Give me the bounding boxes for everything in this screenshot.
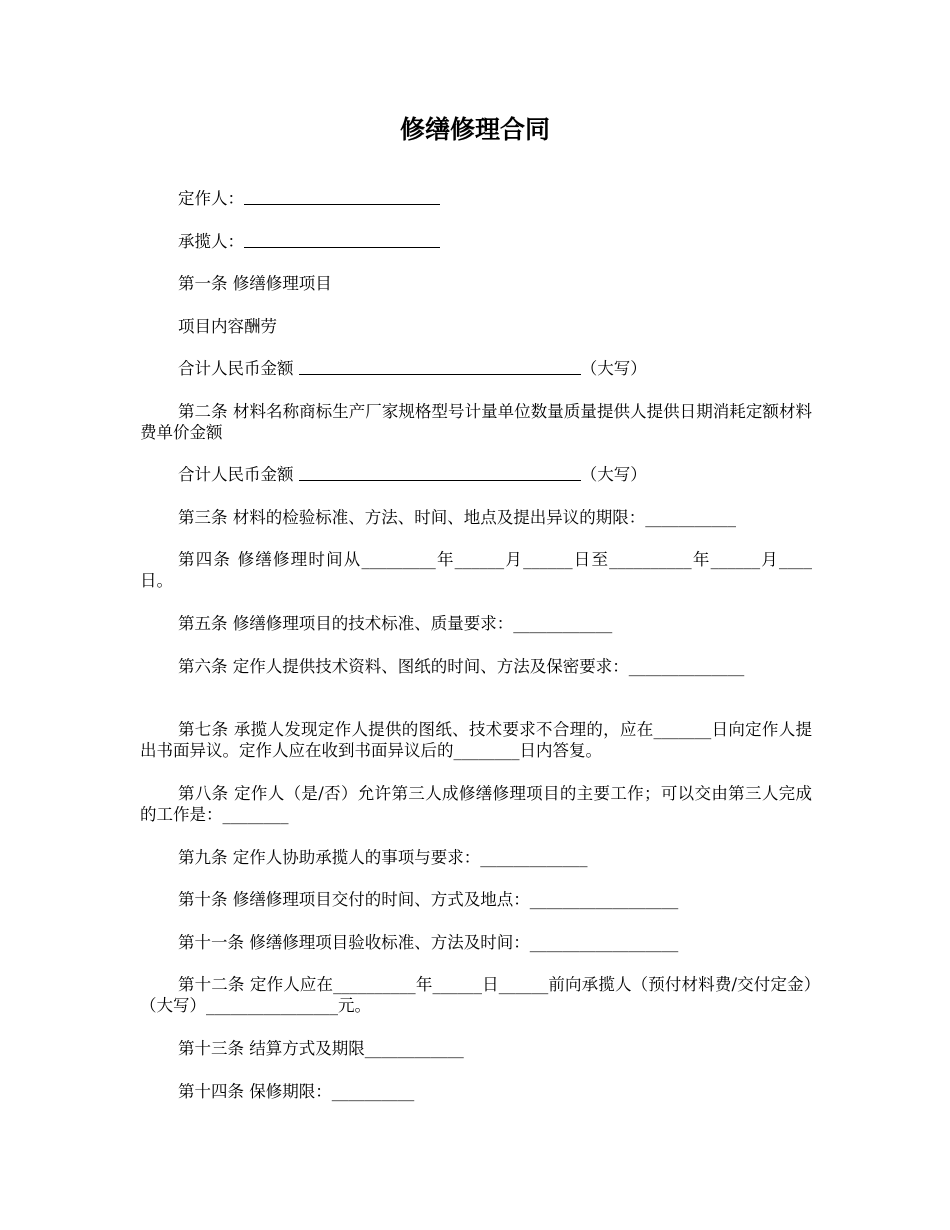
total-amount-label: 合计人民币金额 (178, 359, 294, 378)
party-a-label: 定作人： (178, 189, 244, 208)
party-a-blank[interactable] (244, 189, 440, 205)
article-2: 第二条 材料名称商标生产厂家规格型号计量单位数量质量提供人提供日期消耗定额材料费单价金额 (140, 402, 812, 442)
party-b-row (140, 231, 812, 252)
page-title: 修缮修理合同 (399, 115, 550, 144)
article-6: 第六条 定作人提供技术资料、图纸的时间、方法及保密要求：______________ (178, 657, 745, 676)
article-1-subheading: 项目内容酬劳 (178, 317, 277, 336)
article-13: 第十三条 结算方式及期限____________ (178, 1039, 464, 1058)
party-b-blank[interactable] (244, 232, 440, 248)
article-8: 第八条 定作人（是/否）允许第三人成修缮修理项目的主要工作；可以交由第三人完成的工作是：________ (140, 784, 812, 824)
article-7: 第七条 承揽人发现定作人提供的图纸、技术要求不合理的，应在_______日向定作人提出书面异议。定作人应在收到书面异议后的________日内答复。 (140, 720, 812, 760)
article-9: 第九条 定作人协助承揽人的事项与要求：_____________ (178, 848, 588, 867)
article-4: 第四条 修缮修理时间从_________年______月______日至__________年______月____日。 (140, 550, 812, 590)
total-amount-row-1 (140, 358, 812, 379)
article-12: 第十二条 定作人应在__________年______日______前向承揽人（预付材料费/交付定金）（大写）________________元。 (140, 975, 812, 1015)
article-10: 第十条 修缮修理项目交付的时间、方式及地点：__________________ (178, 890, 679, 909)
total-amount-row-2 (140, 464, 812, 485)
article-3: 第三条 材料的检验标准、方法、时间、地点及提出异议的期限：___________ (178, 508, 736, 527)
total-amount-suffix: （大写） (580, 359, 647, 378)
party-b-label: 承揽人： (178, 232, 244, 251)
total-amount-label: 合计人民币金额 (178, 465, 294, 484)
article-11: 第十一条 修缮修理项目验收标准、方法及时间：__________________ (178, 933, 679, 952)
total-amount-suffix: （大写） (580, 465, 647, 484)
total-amount-blank[interactable] (299, 359, 581, 375)
article-5: 第五条 修缮修理项目的技术标准、质量要求：____________ (178, 614, 613, 633)
article-1: 第一条 修缮修理项目 (178, 274, 332, 293)
party-a-row (140, 188, 812, 209)
article-14: 第十四条 保修期限：__________ (178, 1082, 415, 1101)
total-amount-blank[interactable] (299, 465, 581, 481)
